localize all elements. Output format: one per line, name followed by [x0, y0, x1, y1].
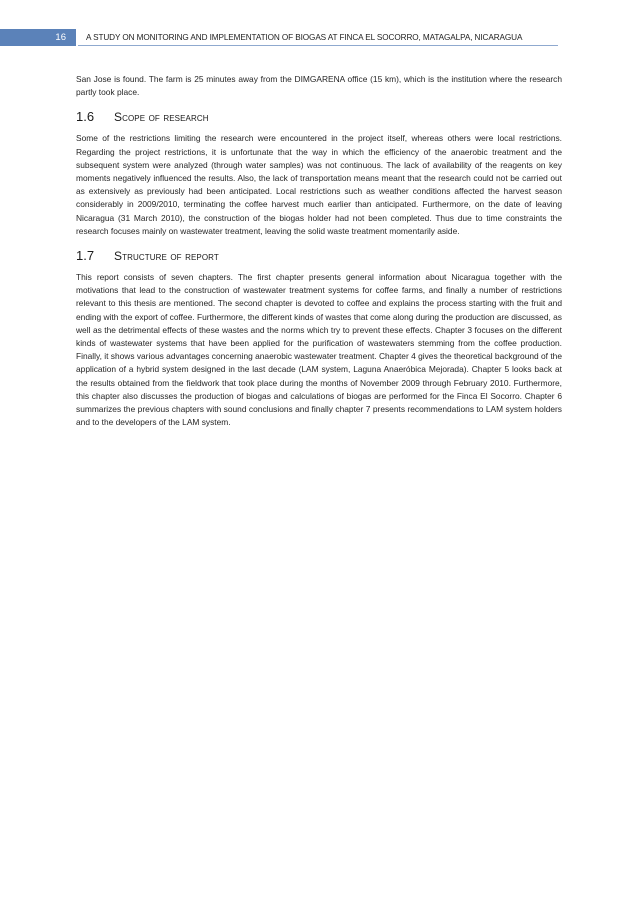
intro-paragraph: San Jose is found. The farm is 25 minutes away from the DIMGARENA office (15 km), which is the institution where the research partly took place. — [76, 74, 562, 98]
section-paragraph-structure: This report consists of seven chapters. The first chapter presents general information about Nicaragua together with the motivations that lead to the construction of wastewater treatment systems for coffee farms, and finally a number of restrictions relevant to this thesis are mentioned. The second chapter is devoted to coffee and explains the process starting with the fruit and ending with the export of coffee. Furthermore, the different kinds of wastes that come along during the production are discussed, as well as the detrimental effects of these wastes and the norms which try to prevent these effects. Chapter 3 focuses on the different kinds of wastewater systems that have been applied for the purification of wastewaters stemming from the coffee production. Finally, it shows various advantages concerning anaerobic wastewater treatment. Chapter 4 gives the theoretical background of the application of a hybrid system designed in the last decade (LAM system, Laguna Anaeróbica Mejorada). Chapter 5 looks back at the results obtained from the fieldwork that took place during the months of November 2009 through February 2010. Furthermore, this chapter also discusses the production of biogas and calculations of biogas are performed for the Finca El Socorro. Chapter 6 summarizes the previous chapters with sound conclusions and finally chapter 7 presents recommendations to LAM system holders and to the developers of the LAM system. — [76, 272, 562, 428]
page-body — [76, 73, 562, 429]
section-heading-structure — [76, 248, 562, 264]
section-heading-scope — [76, 109, 562, 125]
section-paragraph-scope: Some of the restrictions limiting the research were encountered in the project itself, whereas others were local restrictions. Regarding the project restrictions, it is unfortunate that the way in which the efficiency of the anaerobic treatment and the subsequent system were analyzed (through water samples) was not continuous. The lack of availability of the reagents on key moments negatively influenced the results. Also, the lack of transportation means meant that the research could not be carried out as extensively as previously had been anticipated. Local restrictions such as weather conditions affected the harvest season considerably in 2009/2010, terminating the coffee harvest much earlier than anticipated. Furthermore, on the date of leaving Nicaragua (31 March 2010), the construction of the biogas holder had not been completed. Thus due to time constraints the research focuses mainly on wastewater treatment, leaving the solid waste treatment momentarily aside. — [76, 133, 562, 236]
header-divider — [78, 45, 558, 46]
section-number: 1.6 — [76, 109, 95, 125]
section-number: 1.7 — [76, 248, 95, 264]
page-number-badge: 16 — [0, 29, 76, 46]
section-title: Scope of research — [114, 110, 209, 125]
running-header-title: A STUDY ON MONITORING AND IMPLEMENTATION OF BIOGAS AT FINCA EL SOCORRO, MATAGALPA, NICARAGUA — [86, 33, 523, 42]
section-title: Structure of report — [114, 249, 219, 264]
